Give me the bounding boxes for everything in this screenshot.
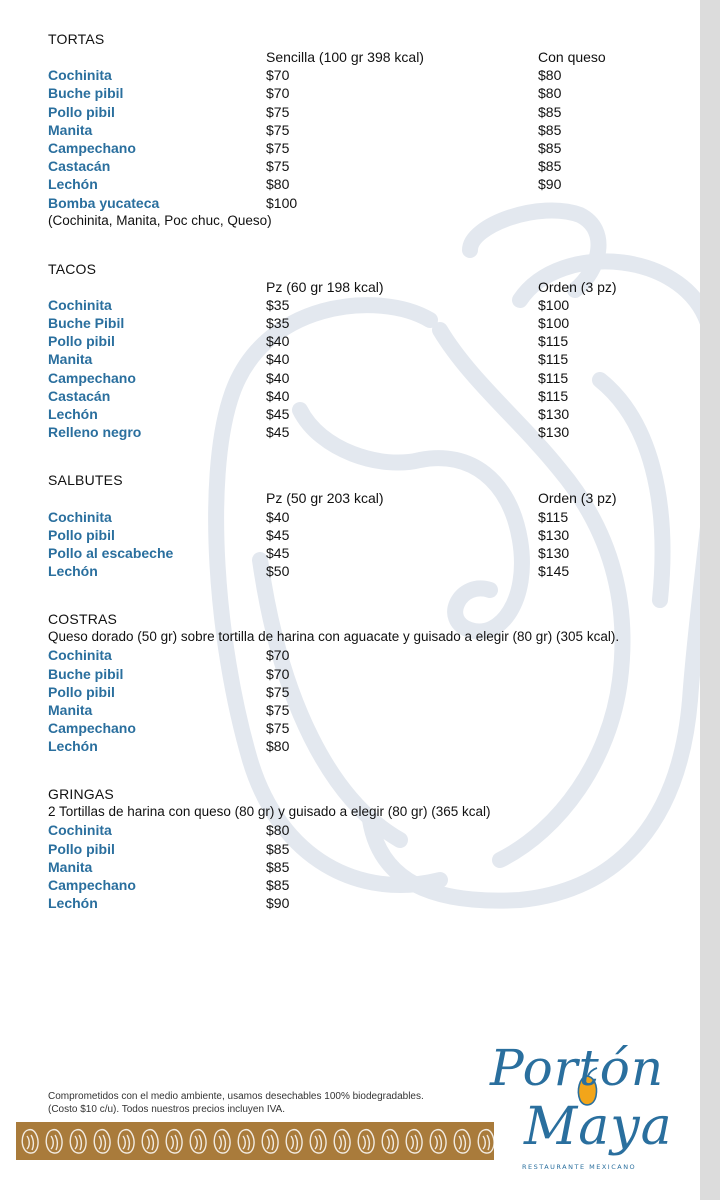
item-price-alt: $115 xyxy=(538,387,569,404)
menu-item xyxy=(48,84,688,102)
section-gringas xyxy=(48,785,688,912)
item-price: $100 xyxy=(266,194,298,211)
item-price: $40 xyxy=(266,508,290,525)
item-price: $80 xyxy=(266,738,290,755)
section-title: TACOS xyxy=(48,260,97,277)
column-header-row xyxy=(48,278,688,296)
item-name: Manita xyxy=(48,858,93,875)
menu-item xyxy=(48,665,688,683)
column-header-row xyxy=(48,489,688,507)
column-header: Sencilla (100 gr 398 kcal) xyxy=(266,49,424,65)
menu-item xyxy=(48,66,688,84)
item-price: $45 xyxy=(266,526,290,543)
item-price: $70 xyxy=(266,85,290,102)
item-name: Buche Pibil xyxy=(48,315,125,332)
menu-item xyxy=(48,157,688,175)
item-name: Manita xyxy=(48,121,93,138)
item-name: Lechón xyxy=(48,895,98,912)
menu-item xyxy=(48,544,688,562)
menu-item xyxy=(48,387,688,405)
item-name: Bomba yucateca xyxy=(48,194,160,211)
item-price-alt: $115 xyxy=(538,333,569,350)
restaurant-logo xyxy=(484,1038,694,1178)
column-header-row xyxy=(48,48,688,66)
item-price: $45 xyxy=(266,406,290,422)
column-header: Pz (50 gr 203 kcal) xyxy=(266,490,384,507)
menu-item xyxy=(48,562,688,580)
item-price-alt: $85 xyxy=(538,103,562,120)
item-name: Lechón xyxy=(48,406,98,422)
menu-item xyxy=(48,103,688,121)
menu-item xyxy=(48,405,688,423)
section-costras xyxy=(48,610,688,755)
section-title: GRINGAS xyxy=(48,786,114,803)
item-price-alt: $80 xyxy=(538,67,562,84)
item-price: $35 xyxy=(266,315,290,332)
item-name: Pollo al escabeche xyxy=(48,544,174,561)
item-name: Cochinita xyxy=(48,67,112,84)
pepper-pattern-icon xyxy=(16,1122,494,1160)
item-price: $35 xyxy=(266,296,290,313)
item-price: $40 xyxy=(266,333,290,350)
menu-item xyxy=(48,314,688,332)
item-price: $50 xyxy=(266,563,290,580)
menu-item xyxy=(48,683,688,701)
item-price: $80 xyxy=(266,176,290,193)
item-price: $75 xyxy=(266,103,290,120)
section-salbutes xyxy=(48,471,688,580)
menu-item xyxy=(48,350,688,368)
item-name: Campechano xyxy=(48,720,136,737)
section-description: Queso dorado (50 gr) sobre tortilla de harina con aguacate y guisado a elegir (80 gr) (305 kcal). xyxy=(48,629,620,645)
item-price-alt: $100 xyxy=(538,296,570,313)
item-price: $75 xyxy=(266,139,290,156)
item-name: Relleno negro xyxy=(48,424,142,441)
item-price-alt: $130 xyxy=(538,544,570,561)
item-name: Cochinita xyxy=(48,822,112,839)
menu-item xyxy=(48,423,688,441)
item-price: $75 xyxy=(266,683,290,700)
item-price: $90 xyxy=(266,895,290,912)
menu-item xyxy=(48,737,688,755)
item-name: Manita xyxy=(48,351,93,368)
item-price: $70 xyxy=(266,67,290,84)
item-note: (Cochinita, Manita, Poc chuc, Queso) xyxy=(48,212,272,228)
item-name: Pollo pibil xyxy=(48,333,115,350)
item-name: Pollo pibil xyxy=(48,683,115,700)
item-price: $80 xyxy=(266,822,290,839)
footer-note xyxy=(48,1090,424,1116)
item-price: $45 xyxy=(266,544,290,561)
menu-item xyxy=(48,175,688,193)
page-edge xyxy=(700,0,720,1200)
column-header: Con queso xyxy=(538,49,606,65)
item-price-alt: $80 xyxy=(538,85,562,102)
item-price: $70 xyxy=(266,665,290,682)
item-name: Pollo pibil xyxy=(48,103,115,120)
item-price-alt: $145 xyxy=(538,563,570,580)
section-title: COSTRAS xyxy=(48,611,118,628)
item-name: Lechón xyxy=(48,176,98,193)
item-name: Buche pibil xyxy=(48,665,124,682)
item-name: Lechón xyxy=(48,563,98,580)
item-name: Castacán xyxy=(48,158,111,175)
section-title: SALBUTES xyxy=(48,472,123,489)
item-price-alt: $115 xyxy=(538,351,569,368)
menu-item xyxy=(48,894,688,912)
footer-line: (Costo $10 c/u). Todos nuestros precios incluyen IVA. xyxy=(48,1104,285,1115)
menu-item xyxy=(48,121,688,139)
item-name: Pollo pibil xyxy=(48,840,115,857)
menu-item xyxy=(48,296,688,314)
menu-item xyxy=(48,526,688,544)
item-price: $40 xyxy=(266,387,290,404)
item-price-alt: $130 xyxy=(538,424,570,441)
item-name: Cochinita xyxy=(48,647,112,664)
item-price: $40 xyxy=(266,351,290,368)
item-name: Manita xyxy=(48,701,93,718)
item-name: Campechano xyxy=(48,369,136,386)
item-price: $75 xyxy=(266,158,290,175)
item-price: $45 xyxy=(266,424,290,441)
decorative-pepper-band xyxy=(16,1122,494,1160)
item-name: Campechano xyxy=(48,877,136,893)
item-name: Campechano xyxy=(48,139,136,156)
item-price: $75 xyxy=(266,720,290,737)
item-name: Cochinita xyxy=(48,296,112,313)
logo-word-maya: Maya xyxy=(524,1097,673,1157)
menu-item xyxy=(48,194,688,212)
item-price: $70 xyxy=(266,647,290,664)
item-price: $75 xyxy=(266,121,290,138)
menu-item xyxy=(48,369,688,387)
menu-item xyxy=(48,876,688,894)
section-title: TORTAS xyxy=(48,31,105,47)
item-name: Pollo pibil xyxy=(48,526,115,543)
item-price-alt: $85 xyxy=(538,121,562,138)
menu-content xyxy=(48,30,688,942)
item-price-alt: $115 xyxy=(538,508,569,525)
section-description: 2 Tortillas de harina con queso (80 gr) y guisado a elegir (80 gr) (365 kcal) xyxy=(48,804,491,820)
logo-word-porton: Portón xyxy=(490,1039,665,1097)
menu-item xyxy=(48,840,688,858)
item-price-alt: $115 xyxy=(538,369,569,386)
item-price: $40 xyxy=(266,369,290,386)
menu-item xyxy=(48,646,688,664)
item-name: Castacán xyxy=(48,387,111,404)
menu-item xyxy=(48,858,688,876)
logo-subtitle: RESTAURANTE MEXICANO xyxy=(522,1163,637,1171)
item-price-alt: $100 xyxy=(538,315,570,332)
item-price-alt: $85 xyxy=(538,139,562,156)
column-header: Orden (3 pz) xyxy=(538,490,617,507)
section-tortas xyxy=(48,30,688,230)
item-name: Buche pibil xyxy=(48,85,124,102)
item-price-alt: $90 xyxy=(538,176,562,193)
item-price: $85 xyxy=(266,840,290,857)
menu-item xyxy=(48,139,688,157)
item-name: Lechón xyxy=(48,738,98,755)
footer-line: Comprometidos con el medio ambiente, usamos desechables 100% biodegradables. xyxy=(48,1091,424,1102)
item-price: $75 xyxy=(266,701,290,718)
item-price: $85 xyxy=(266,877,290,893)
item-price-alt: $130 xyxy=(538,406,570,422)
item-name: Cochinita xyxy=(48,508,112,525)
menu-item xyxy=(48,701,688,719)
column-header: Orden (3 pz) xyxy=(538,278,617,295)
menu-item xyxy=(48,332,688,350)
item-price-alt: $85 xyxy=(538,158,562,175)
section-tacos xyxy=(48,260,688,442)
menu-item xyxy=(48,821,688,839)
column-header: Pz (60 gr 198 kcal) xyxy=(266,278,384,295)
menu-item xyxy=(48,719,688,737)
item-price: $85 xyxy=(266,858,290,875)
item-price-alt: $130 xyxy=(538,526,570,543)
menu-item xyxy=(48,508,688,526)
